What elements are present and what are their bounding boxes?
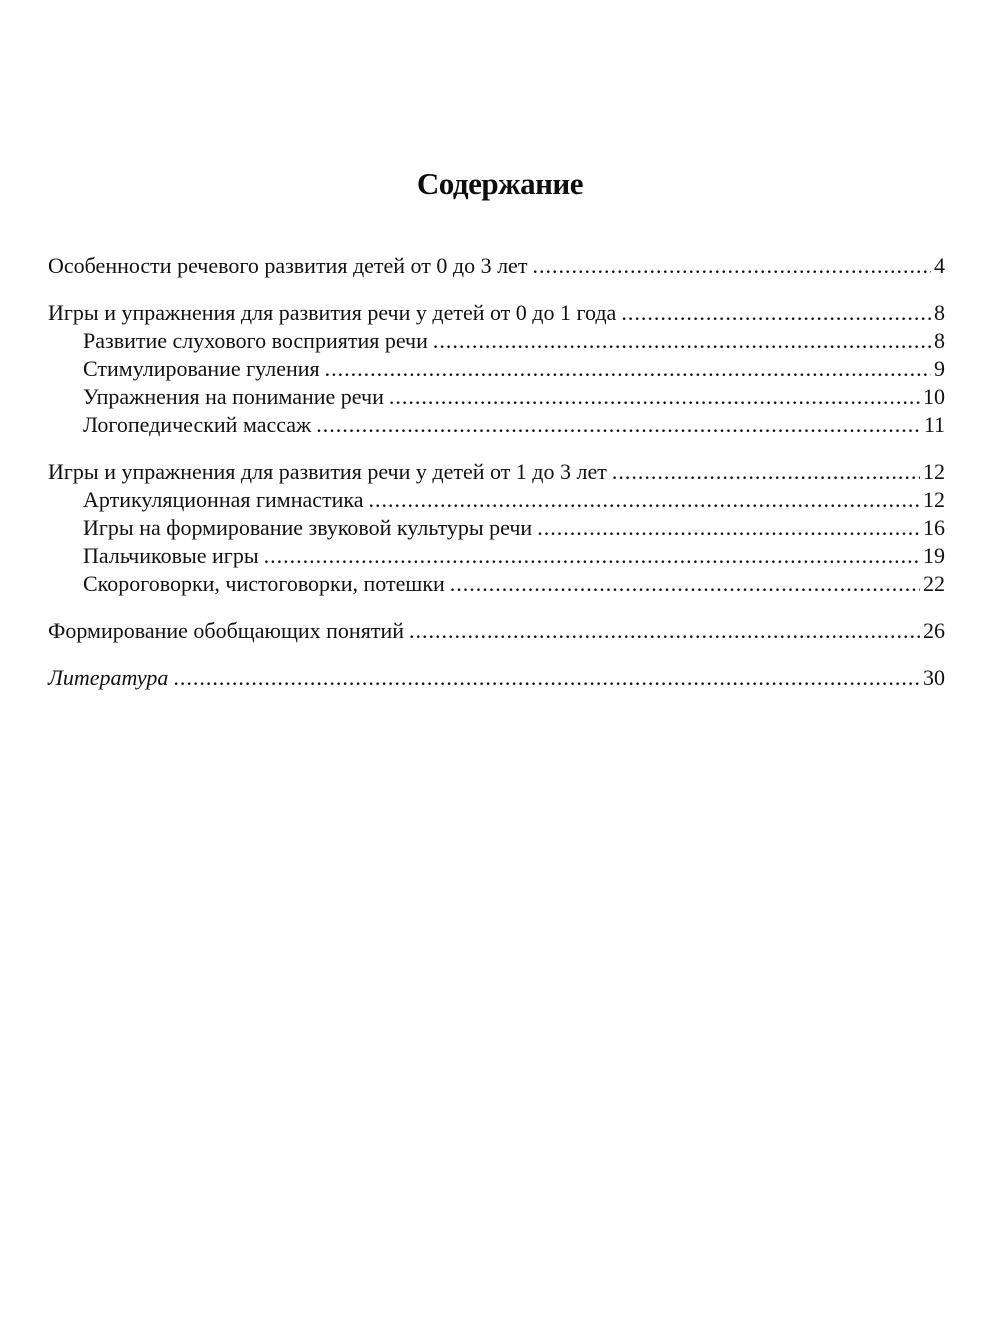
- dot-leader: [450, 570, 920, 598]
- toc-entry: [48, 617, 945, 645]
- dot-leader: [537, 514, 920, 542]
- toc-subentry-title: Стимулирование гуления: [83, 356, 320, 381]
- dot-leader: [621, 299, 931, 327]
- page-number: 11: [923, 412, 945, 437]
- toc-entry-title: Игры и упражнения для развития речи у детей от 0 до 1 года: [48, 300, 617, 325]
- toc-subentry: [48, 327, 945, 355]
- dot-leader: [173, 664, 920, 692]
- toc-entry-title: Литература: [48, 665, 169, 690]
- toc-subentry-title: Логопедический массаж: [83, 412, 312, 437]
- toc-entry-title: Игры и упражнения для развития речи у детей от 1 до 3 лет: [48, 459, 607, 484]
- dot-leader: [409, 617, 920, 645]
- dot-leader: [369, 486, 921, 514]
- toc-entry: [48, 299, 945, 327]
- toc-subentry: [48, 514, 945, 542]
- toc-section: [48, 664, 945, 692]
- page-number: 16: [923, 515, 945, 540]
- dot-leader: [316, 411, 921, 439]
- toc-section: [48, 299, 945, 439]
- table-of-contents: [48, 252, 945, 711]
- toc-section: [48, 617, 945, 645]
- dot-leader: [325, 355, 931, 383]
- toc-subentry-title: Игры на формирование звуковой культуры речи: [83, 515, 533, 540]
- toc-entry: [48, 458, 945, 486]
- page-number: 26: [923, 618, 945, 643]
- toc-subentry: [48, 383, 945, 411]
- toc-entry-title: Особенности речевого развития детей от 0 до 3 лет: [48, 253, 528, 278]
- toc-subentry-title: Артикуляционная гимнастика: [83, 487, 364, 512]
- toc-subentry-title: Скороговорки, чистоговорки, потешки: [83, 571, 445, 596]
- dot-leader: [389, 383, 920, 411]
- toc-section: [48, 458, 945, 598]
- dot-leader: [433, 327, 931, 355]
- toc-entry-title: Формирование обобщающих понятий: [48, 618, 404, 643]
- dot-leader: [264, 542, 920, 570]
- toc-subentry: [48, 542, 945, 570]
- toc-subentry: [48, 570, 945, 598]
- page-number: 12: [923, 459, 945, 484]
- page-number: 12: [923, 487, 945, 512]
- page-number: 19: [923, 543, 945, 568]
- toc-entry: [48, 252, 945, 280]
- page-number: 8: [934, 328, 945, 353]
- page-number: 30: [923, 665, 945, 690]
- toc-section: [48, 252, 945, 280]
- toc-subentry-title: Развитие слухового восприятия речи: [83, 328, 428, 353]
- toc-subentry-title: Упражнения на понимание речи: [83, 384, 384, 409]
- dot-leader: [532, 252, 931, 280]
- toc-subentry: [48, 411, 945, 439]
- page-number: 9: [934, 356, 945, 381]
- toc-subentry-title: Пальчиковые игры: [83, 543, 259, 568]
- toc-subentry: [48, 486, 945, 514]
- toc-entry: [48, 664, 945, 692]
- page-number: 4: [934, 253, 945, 278]
- page-number: 8: [934, 300, 945, 325]
- page-number: 10: [923, 384, 945, 409]
- page-title: Содержание: [416, 166, 584, 201]
- toc-subentry: [48, 355, 945, 383]
- dot-leader: [612, 458, 920, 486]
- page-number: 22: [923, 571, 945, 596]
